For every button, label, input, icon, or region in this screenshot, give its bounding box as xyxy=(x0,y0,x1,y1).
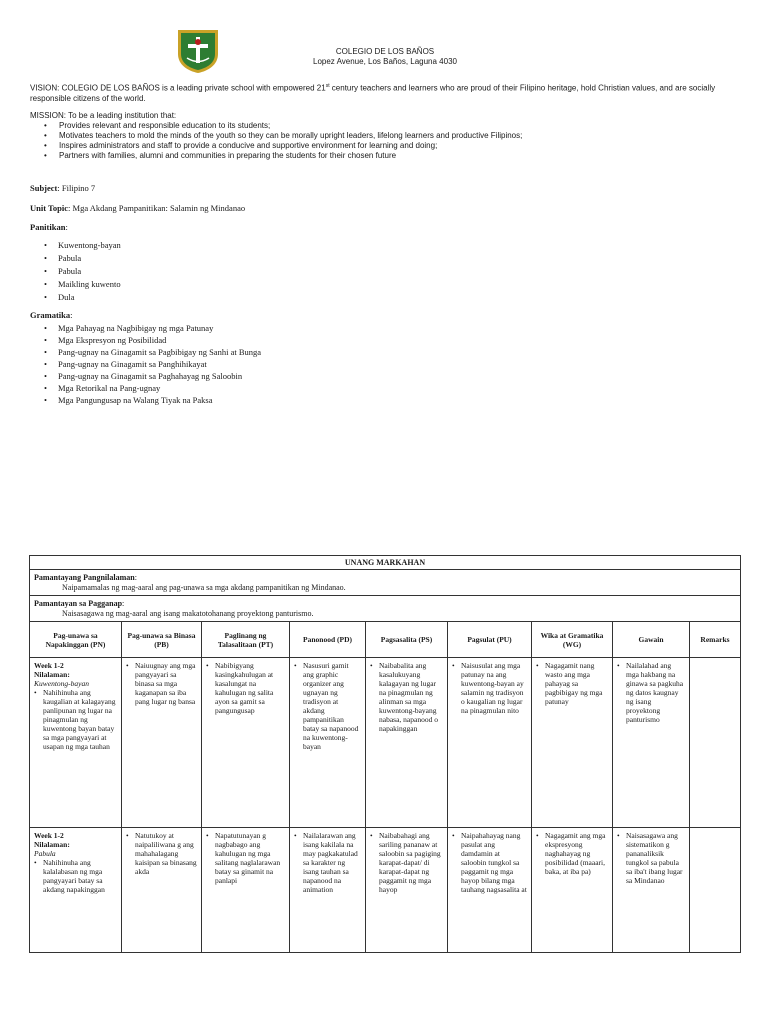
header-cell: Remarks xyxy=(690,622,741,658)
unit-topic-label: Unit Topic xyxy=(30,203,69,213)
competency-item: • Nahihinuha ang kalalabasan ng mga pangyayari batay sa akdang napakinggan xyxy=(34,858,117,894)
quarter-title: UNANG MARKAHAN xyxy=(30,556,741,570)
gramatika-item: • Pang-ugnay na Ginagamit sa Pagbibigay ng Sanhi at Bunga xyxy=(44,346,261,358)
gramatika-label: Gramatika xyxy=(30,310,71,320)
vision-statement xyxy=(30,81,742,104)
content-standard-label: Pamantayang Pangnilalaman xyxy=(34,573,135,582)
gramatika-item: • Mga Pahayag na Nagbibigay ng mga Patunay xyxy=(44,322,261,334)
panitikan-item: • Pabula xyxy=(44,252,121,265)
table-cell xyxy=(290,658,366,828)
table-row xyxy=(30,828,741,953)
performance-standard-colon: : xyxy=(122,599,125,608)
unit-topic-line xyxy=(30,203,245,214)
mission-item: • Partners with families, alumni and communities in preparing the students for their chosen future xyxy=(44,151,522,161)
remarks-cell xyxy=(690,828,741,953)
content-standard-row xyxy=(30,570,741,596)
mission-label: MISSION: To be a leading institution that: xyxy=(30,111,177,120)
panitikan-colon: : xyxy=(65,222,68,232)
competency-item: • Naibabahagi ang sariling pananaw at saloobin sa pagiging karapat-dapat/ di karapat-dapat ng paggamit ng mga hayop xyxy=(370,831,443,894)
header-cell: Pag-unawa sa Napakinggan (PN) xyxy=(30,622,122,658)
gramatika-heading xyxy=(30,310,73,321)
performance-standard-cell xyxy=(30,596,741,622)
mission-item: • Provides relevant and responsible education to its students; xyxy=(44,121,522,131)
table-cell xyxy=(448,658,532,828)
performance-standard-row xyxy=(30,596,741,622)
panitikan-item: • Dula xyxy=(44,291,121,304)
unit-topic-value: : Mga Akdang Pampanitikan: Salamin ng Mindanao xyxy=(68,203,246,213)
vision-text: COLEGIO DE LOS BAÑOS is a leading private school with empowered 21 xyxy=(59,83,326,93)
content-standard-cell xyxy=(30,570,741,596)
panitikan-label: Panitikan xyxy=(30,222,66,232)
table-cell xyxy=(202,658,290,828)
gramatika-item: • Pang-ugnay na Ginagamit sa Paghahayag ng Saloobin xyxy=(44,370,261,382)
mission-list xyxy=(44,121,522,161)
content-standard-text: Naipamamalas ng mag-aaral ang pag-unawa sa mga akdang pampanitikan ng Mindanao. xyxy=(62,583,346,592)
competency-item: • Nasusuri gamit ang graphic organizer ang ugnayan ng tradisyon at akdang pampanitikan batay sa napanood na kuwentong-bayan xyxy=(294,661,361,751)
competency-item: • Nailalarawan ang isang kakilala na may pagkakatulad sa karakter ng isang tauhan sa napanood na animation xyxy=(294,831,361,894)
vision-label: VISION: xyxy=(30,83,60,93)
school-header xyxy=(250,47,520,67)
header-cell: Paglinang ng Talasalitaan (PT) xyxy=(202,622,290,658)
week-cell xyxy=(30,658,122,828)
performance-standard-text: Naisasagawa ng mag-aaral ang isang makatotohanang proyektong panturismo. xyxy=(62,609,314,618)
mission-item: • Motivates teachers to mold the minds of the youth so they can be morally upright leaders, lifelong learners and productive Filipinos; xyxy=(44,131,522,141)
gramatika-list xyxy=(44,322,261,406)
remarks-cell xyxy=(690,658,741,828)
competency-item: • Naipahahayag nang pasulat ang damdamin at saloobin tungkol sa paggamit ng mga hayop bilang mga tauhang nagsasalita at xyxy=(452,831,527,894)
competency-item: • Naisusulat ang mga patunay na ang kuwentong-bayan ay salamin ng tradisyon o kaugalian ng lugar na pinagmulan nito xyxy=(452,661,527,715)
subject-value: : Filipino 7 xyxy=(57,183,96,193)
week-label: Week 1-2 xyxy=(34,831,64,840)
school-address: Lopez Avenue, Los Baños, Laguna 4030 xyxy=(313,57,457,66)
table-cell xyxy=(448,828,532,953)
subject-label: Subject xyxy=(30,183,58,193)
panitikan-list xyxy=(44,239,121,304)
table-cell xyxy=(613,828,690,953)
table-cell xyxy=(366,658,448,828)
competency-item: • Napatutunayan g nagbabago ang kahulugan ng mga salitang naglalarawan batay sa ginamit na panlapi xyxy=(206,831,285,885)
week-label: Week 1-2 xyxy=(34,661,64,670)
header-cell: Gawain xyxy=(613,622,690,658)
subject-line xyxy=(30,183,95,194)
competency-item: • Naiuugnay ang mga pangyayari sa binasa sa mga kaganapan sa iba pang lugar ng bansa xyxy=(126,661,197,706)
vision-superscript: st xyxy=(325,83,330,89)
panitikan-item: • Kuwentong-bayan xyxy=(44,239,121,252)
table-cell xyxy=(122,658,202,828)
header-row xyxy=(30,622,741,658)
quarter-row xyxy=(30,556,741,570)
table-row xyxy=(30,658,741,828)
competency-item: • Nahihinuha ang kaugalian at kalagayang panlipunan ng lugar na pinagmulan ng kuwentong bayan batay sa mga pangyayari at usapan ng mga tauhan xyxy=(34,688,117,751)
content-standard-colon: : xyxy=(134,573,137,582)
vision-text-2: century teachers and learners who are proud of their Filipino heritage, hold Christian values, and are socially responsible citizens of the world. xyxy=(30,83,716,103)
school-name: COLEGIO DE LOS BAÑOS xyxy=(335,47,435,56)
table-cell xyxy=(613,658,690,828)
school-logo xyxy=(176,28,220,74)
nilalaman-label: Nilalaman: xyxy=(34,840,70,849)
performance-standard-label: Pamantayan sa Pagganap xyxy=(34,599,123,608)
week-cell xyxy=(30,828,122,953)
gramatika-item: • Pang-ugnay na Ginagamit sa Panghihikayat xyxy=(44,358,261,370)
table-cell xyxy=(122,828,202,953)
competency-item: • Nabibigyang kasingkahulugan at kasalungat na kahulugan ng salita ayon sa gamit sa pangungusap xyxy=(206,661,285,715)
panitikan-item: • Maikling kuwento xyxy=(44,278,121,291)
header-cell: Pagsasalita (PS) xyxy=(366,622,448,658)
mission-item: • Inspires administrators and staff to provide a conducive and supportive environment for learning and doing; xyxy=(44,141,522,151)
curriculum-map-table xyxy=(29,555,741,953)
table-cell xyxy=(532,658,613,828)
topic-label: Kuwentong-bayan xyxy=(34,679,89,688)
header-cell: Pag-unawa sa Binasa (PB) xyxy=(122,622,202,658)
header-cell: Pagsulat (PU) xyxy=(448,622,532,658)
gramatika-item: • Mga Ekspresyon ng Posibilidad xyxy=(44,334,261,346)
competency-item: • Naisasagawa ang sistematikon g pananaliksik tungkol sa pabula sa iba't ibang lugar sa Mindanao xyxy=(617,831,685,885)
table-cell xyxy=(366,828,448,953)
panitikan-item: • Pabula xyxy=(44,265,121,278)
gramatika-colon: : xyxy=(70,310,73,320)
competency-item: • Naibabalita ang kasalukuyang kalagayan ng lugar na pinagmulan ng alinman sa mga kuwentong-bayang nabasa, napanood o napakinggan xyxy=(370,661,443,733)
competency-item: • Nagagamit ang mga ekspresyong naghahayag ng posibilidad (maaari, baka, at iba pa) xyxy=(536,831,608,876)
competency-item: • Natutukoy at naipaliliwana g ang mahahalagang kaisipan sa binasang akda xyxy=(126,831,197,876)
header-cell: Panonood (PD) xyxy=(290,622,366,658)
competency-item: • Nailalahad ang mga hakbang na ginawa sa pagkuha ng datos kaugnay ng isang proyektong panturismo xyxy=(617,661,685,724)
gramatika-item: • Mga Pangungusap na Walang Tiyak na Paksa xyxy=(44,394,261,406)
competency-item: • Nagagamit nang wasto ang mga pahayag sa pagbibigay ng mga patunay xyxy=(536,661,608,706)
table-cell xyxy=(202,828,290,953)
table-cell xyxy=(532,828,613,953)
table-cell xyxy=(290,828,366,953)
gramatika-item: • Mga Retorikal na Pang-ugnay xyxy=(44,382,261,394)
panitikan-heading xyxy=(30,222,68,233)
header-cell: Wika at Gramatika (WG) xyxy=(532,622,613,658)
nilalaman-label: Nilalaman: xyxy=(34,670,70,679)
topic-label: Pabula xyxy=(34,849,56,858)
